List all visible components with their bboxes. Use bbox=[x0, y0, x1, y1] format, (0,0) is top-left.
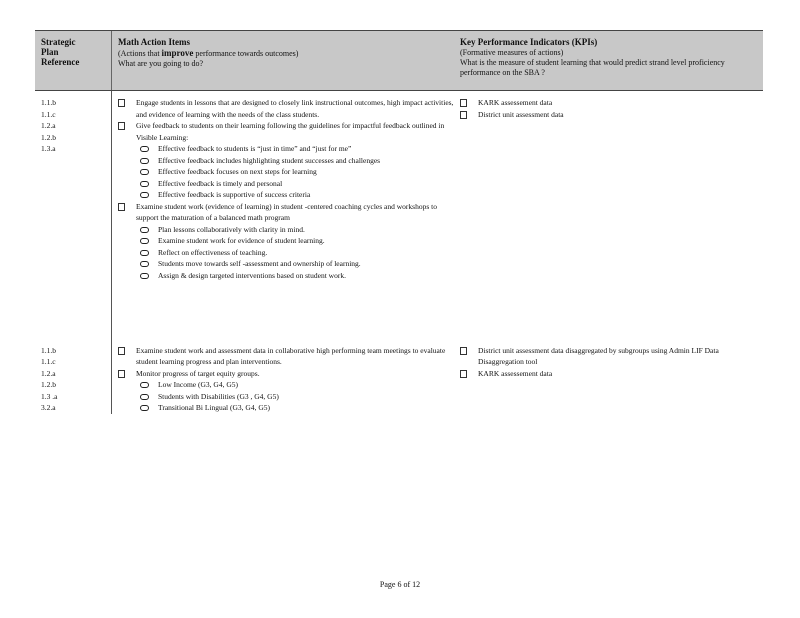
header-math-action-items bbox=[112, 31, 459, 91]
kpi-item bbox=[460, 97, 763, 109]
row-1-codes bbox=[35, 91, 112, 331]
sub-item bbox=[136, 258, 458, 270]
kpi-text: District unit assessment data bbox=[478, 109, 564, 119]
action-item-text: Examine student work and assessment data in collaborative high performing team meetings to evaluate student learning progress and plan interventions. bbox=[136, 345, 446, 366]
table-header-row bbox=[35, 31, 763, 91]
action-item bbox=[118, 201, 458, 282]
sub-item bbox=[136, 247, 458, 259]
sub-item-text: Students with Disabilities (G3 , G4, G5) bbox=[158, 391, 279, 401]
sub-item bbox=[136, 166, 458, 178]
kpi-text: KARK assessement data bbox=[478, 368, 553, 378]
square-bullet-icon bbox=[118, 347, 125, 355]
strategic-plan-code: 1.3.a bbox=[41, 144, 56, 153]
strategic-plan-code: 3.2.a bbox=[41, 403, 56, 412]
header-col2-line1: (Actions that improve performance towards outcomes) bbox=[118, 48, 299, 58]
strategic-plan-code: 1.1.b bbox=[41, 98, 56, 107]
strategic-plan-code: 1.2.a bbox=[41, 121, 56, 130]
action-item bbox=[118, 120, 458, 201]
action-item-text: Engage students in lessons that are designed to closely link instructional outcomes, high impact activities, and evidence of learning with the needs of the class students. bbox=[136, 98, 454, 119]
square-bullet-icon bbox=[118, 99, 125, 107]
kpi-item bbox=[460, 109, 763, 121]
sub-item-text: Effective feedback is timely and personal bbox=[158, 178, 283, 188]
sub-item-text: Assign & design targeted interventions based on student work. bbox=[158, 270, 346, 280]
sub-item-text: Transitional Bi Lingual (G3, G4, G5) bbox=[158, 403, 271, 412]
action-plan-table bbox=[35, 30, 763, 414]
strategic-plan-code: 1.2.b bbox=[41, 132, 56, 142]
header-col3-title: Key Performance Indicators (KPIs) bbox=[460, 37, 598, 47]
sub-item-list bbox=[136, 224, 458, 282]
circle-bullet-icon bbox=[140, 169, 149, 175]
action-item-text: Give feedback to students on their learning following the guidelines for impactful feedback outlined in Visible Learning: bbox=[136, 121, 445, 142]
sub-item bbox=[136, 224, 458, 236]
square-bullet-icon bbox=[118, 370, 125, 378]
sub-item bbox=[136, 155, 458, 167]
sub-item-list bbox=[136, 379, 458, 414]
circle-bullet-icon bbox=[140, 238, 149, 244]
kpi-item bbox=[460, 345, 763, 368]
kpi-list bbox=[460, 97, 763, 120]
circle-bullet-icon bbox=[140, 273, 149, 279]
sub-item-text: Effective feedback to students is “just in time” and “just for me” bbox=[158, 144, 352, 153]
kpi-text: KARK assessement data bbox=[478, 98, 553, 107]
strategic-plan-code: 1.2.b bbox=[41, 380, 56, 389]
action-item-text: Monitor progress of target equity groups. bbox=[136, 368, 260, 378]
header-col2-line2: What are you going to do? bbox=[118, 59, 204, 68]
circle-bullet-icon bbox=[140, 181, 149, 187]
strategic-plan-code: 1.1.c bbox=[41, 109, 56, 119]
action-item-list bbox=[118, 345, 458, 414]
sub-item-list bbox=[136, 143, 458, 201]
strategic-plan-code: 1.3 .a bbox=[41, 391, 58, 401]
row-1-action-items bbox=[112, 91, 459, 331]
square-bullet-icon bbox=[460, 111, 467, 119]
header-col3-line1: (Formative measures of actions) bbox=[460, 48, 564, 57]
sub-item-text: Examine student work for evidence of student learning. bbox=[158, 236, 325, 245]
strategic-plan-code: 1.1.b bbox=[41, 345, 56, 355]
circle-bullet-icon bbox=[140, 261, 149, 267]
sub-item bbox=[136, 270, 458, 282]
sub-item bbox=[136, 402, 458, 414]
sub-item bbox=[136, 235, 458, 247]
square-bullet-icon bbox=[118, 203, 125, 211]
strategic-plan-code: 1.1.c bbox=[41, 357, 56, 366]
square-bullet-icon bbox=[118, 122, 125, 130]
sub-item bbox=[136, 143, 458, 155]
sub-item-text: Students move towards self -assessment and ownership of learning. bbox=[158, 259, 361, 268]
kpi-text: District unit assessment data disaggregated by subgroups using Admin LIF Data Disaggregation tool bbox=[478, 345, 719, 366]
row-1-kpis bbox=[458, 91, 763, 331]
sub-item bbox=[136, 391, 458, 403]
action-item bbox=[118, 97, 458, 120]
sub-item-text: Low Income (G3, G4, G5) bbox=[158, 380, 238, 389]
header-kpis bbox=[458, 31, 763, 91]
sub-item-text: Effective feedback is supportive of success criteria bbox=[158, 190, 311, 199]
strategic-plan-code: 1.2.a bbox=[41, 368, 56, 378]
row-2-kpis bbox=[458, 331, 763, 414]
header-strategic-plan-reference: Strategic Plan Reference bbox=[35, 31, 112, 91]
row-2-codes bbox=[35, 331, 112, 414]
sub-item-text: Effective feedback includes highlighting student successes and challenges bbox=[158, 155, 381, 165]
header-col2-title: Math Action Items bbox=[118, 37, 190, 47]
circle-bullet-icon bbox=[140, 394, 149, 400]
sub-item bbox=[136, 379, 458, 391]
circle-bullet-icon bbox=[140, 146, 149, 152]
action-item bbox=[118, 345, 458, 368]
page-number: Page 6 of 12 bbox=[379, 580, 421, 589]
sub-item bbox=[136, 189, 458, 201]
sub-item bbox=[136, 178, 458, 190]
plan-page bbox=[35, 30, 762, 414]
row-2-action-items bbox=[112, 331, 459, 414]
circle-bullet-icon bbox=[140, 250, 149, 256]
sub-item-text: Plan lessons collaboratively with clarity in mind. bbox=[158, 224, 305, 234]
kpi-item bbox=[460, 368, 763, 380]
circle-bullet-icon bbox=[140, 192, 149, 198]
circle-bullet-icon bbox=[140, 227, 149, 233]
table-row bbox=[35, 91, 763, 331]
circle-bullet-icon bbox=[140, 382, 149, 388]
square-bullet-icon bbox=[460, 370, 467, 378]
action-item bbox=[118, 368, 458, 414]
square-bullet-icon bbox=[460, 347, 467, 355]
sub-item-text: Effective feedback focuses on next steps for learning bbox=[158, 167, 317, 176]
table-row bbox=[35, 331, 763, 414]
kpi-list bbox=[460, 345, 763, 380]
action-item-list bbox=[118, 97, 458, 281]
header-col3-line2: What is the measure of student learning that would predict strand level proficiency performance on the SBA ? bbox=[460, 58, 725, 77]
sub-item-text: Reflect on effectiveness of teaching. bbox=[158, 247, 268, 257]
action-item-text: Examine student work (evidence of learning) in student -centered coaching cycles and workshops to support the maturation of a balanced math program bbox=[136, 201, 437, 222]
circle-bullet-icon bbox=[140, 158, 149, 164]
square-bullet-icon bbox=[460, 99, 467, 107]
circle-bullet-icon bbox=[140, 405, 149, 411]
